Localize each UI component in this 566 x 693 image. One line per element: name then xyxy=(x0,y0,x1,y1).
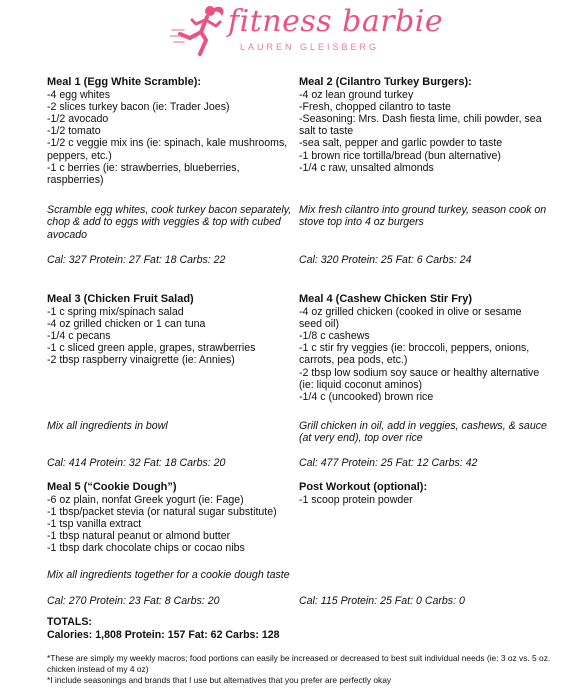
meal-1 xyxy=(47,76,292,186)
meal-instructions: Grill chicken in oil, add in veggies, cashews, & sauce (at very end), top over rice xyxy=(299,420,547,445)
list-item: -2 tbsp low sodium soy sauce or healthy alternative (ie: liquid coconut aminos) xyxy=(299,366,540,391)
meal-macros: Cal: 115 Protein: 25 Fat: 0 Carbs: 0 xyxy=(299,595,465,607)
list-item: -1 scoop protein powder xyxy=(299,493,413,506)
footnote: *These are simply my weekly macros; food portions can easily be increased or decreased to best suit individual needs (ie: 3 oz vs. 5 oz. chicken instead of my 4 oz) xyxy=(47,653,551,674)
meal-title: Meal 4 (Cashew Chicken Stir Fry) xyxy=(299,293,472,305)
list-item: -1 tsp vanilla extract xyxy=(47,518,142,530)
list-item: -4 egg whites xyxy=(47,88,111,101)
meal-2 xyxy=(299,76,547,174)
list-item: -6 oz plain, nonfat Greek yogurt (ie: Fage) xyxy=(47,493,244,506)
list-item: -1/2 tomato xyxy=(47,125,101,138)
meal-3 xyxy=(47,293,292,367)
meal-instructions: Scramble egg whites, cook turkey bacon separately, chop & add to eggs with veggies & top with cubed avocado xyxy=(47,204,292,241)
list-item: -2 slices turkey bacon (ie: Trader Joes) xyxy=(47,100,230,113)
list-item: -4 oz lean ground turkey xyxy=(299,88,414,101)
meal-instructions: Mix all ingredients together for a cookie dough taste xyxy=(47,569,290,581)
totals-label: TOTALS: xyxy=(47,616,92,628)
meal-title: Meal 5 (“Cookie Dough”) xyxy=(47,481,177,493)
meal-4 xyxy=(299,293,547,403)
meal-instructions: Mix all ingredients in bowl xyxy=(47,420,168,432)
list-item: -1 tbsp natural peanut or almond butter xyxy=(47,530,231,543)
list-item: -1 c berries (ie: strawberries, blueberries, raspberries) xyxy=(47,161,240,187)
list-item: -1/4 c raw, unsalted almonds xyxy=(299,161,434,174)
list-item: -1 tbsp dark chocolate chips or cocao nibs xyxy=(47,542,245,555)
footnote: *I include seasonings and brands that I use but alternatives that you prefer are perfectly okay xyxy=(47,675,392,685)
totals-values: Calories: 1,808 Protein: 157 Fat: 62 Carbs: 128 xyxy=(47,629,280,641)
brand-header xyxy=(0,0,566,62)
meal-macros: Cal: 327 Protein: 27 Fat: 18 Carbs: 22 xyxy=(47,254,226,266)
list-item: -1/8 c cashews xyxy=(299,330,370,342)
list-item: -Seasoning: Mrs. Dash fiesta lime, chili powder, sea salt to taste xyxy=(299,113,542,138)
totals xyxy=(47,616,280,642)
footnotes xyxy=(47,653,557,686)
brand-subtitle: LAUREN GLEISBERG xyxy=(240,42,380,52)
meal-macros: Cal: 477 Protein: 25 Fat: 12 Carbs: 42 xyxy=(299,457,478,469)
brand-title: fitness barbie xyxy=(228,4,444,39)
list-item: -1/4 c (uncooked) brown rice xyxy=(299,391,434,404)
meal-title: Meal 2 (Cilantro Turkey Burgers): xyxy=(299,76,472,88)
meal-title: Meal 1 (Egg White Scramble): xyxy=(47,76,202,88)
list-item: -4 oz grilled chicken or 1 can tuna xyxy=(47,317,206,330)
meal-5 xyxy=(47,481,292,555)
meal-macros: Cal: 414 Protein: 32 Fat: 18 Carbs: 20 xyxy=(47,457,226,469)
list-item: -1 c stir fry veggies (ie: broccoli, peppers, onions, carrots, pea pods, etc.) xyxy=(299,342,530,367)
post-workout xyxy=(299,481,547,506)
meal-macros: Cal: 270 Protein: 23 Fat: 8 Carbs: 20 xyxy=(47,595,220,607)
meal-instructions: Mix fresh cilantro into ground turkey, season cook on stove top into 4 oz burgers xyxy=(299,204,547,229)
list-item: -1 brown rice tortilla/bread (bun alternative) xyxy=(299,149,501,162)
list-item: -4 oz grilled chicken (cooked in olive or sesame seed oil) xyxy=(299,305,522,330)
meal-macros: Cal: 320 Protein: 25 Fat: 6 Carbs: 24 xyxy=(299,254,472,266)
list-item: -1 c sliced green apple, grapes, strawberries xyxy=(47,342,256,355)
list-item: -1/2 avocado xyxy=(47,113,109,125)
list-item: -1/4 c pecans xyxy=(47,330,111,342)
list-item: -1/2 c veggie mix ins (ie: spinach, kale mushrooms, peppers, etc.) xyxy=(47,137,288,162)
list-item: -1 c spring mix/spinach salad xyxy=(47,305,184,318)
meal-title: Meal 3 (Chicken Fruit Salad) xyxy=(47,293,194,305)
list-item: -1 tbsp/packet stevia (or natural sugar substitute) xyxy=(47,505,277,518)
list-item: -2 tbsp raspberry vinaigrette (ie: Annies) xyxy=(47,354,235,367)
list-item: -Fresh, chopped cilantro to taste xyxy=(299,100,451,113)
meal-title: Post Workout (optional): xyxy=(299,481,428,493)
runner-logo-icon xyxy=(170,2,228,58)
list-item: -sea salt, pepper and garlic powder to taste xyxy=(299,137,503,150)
